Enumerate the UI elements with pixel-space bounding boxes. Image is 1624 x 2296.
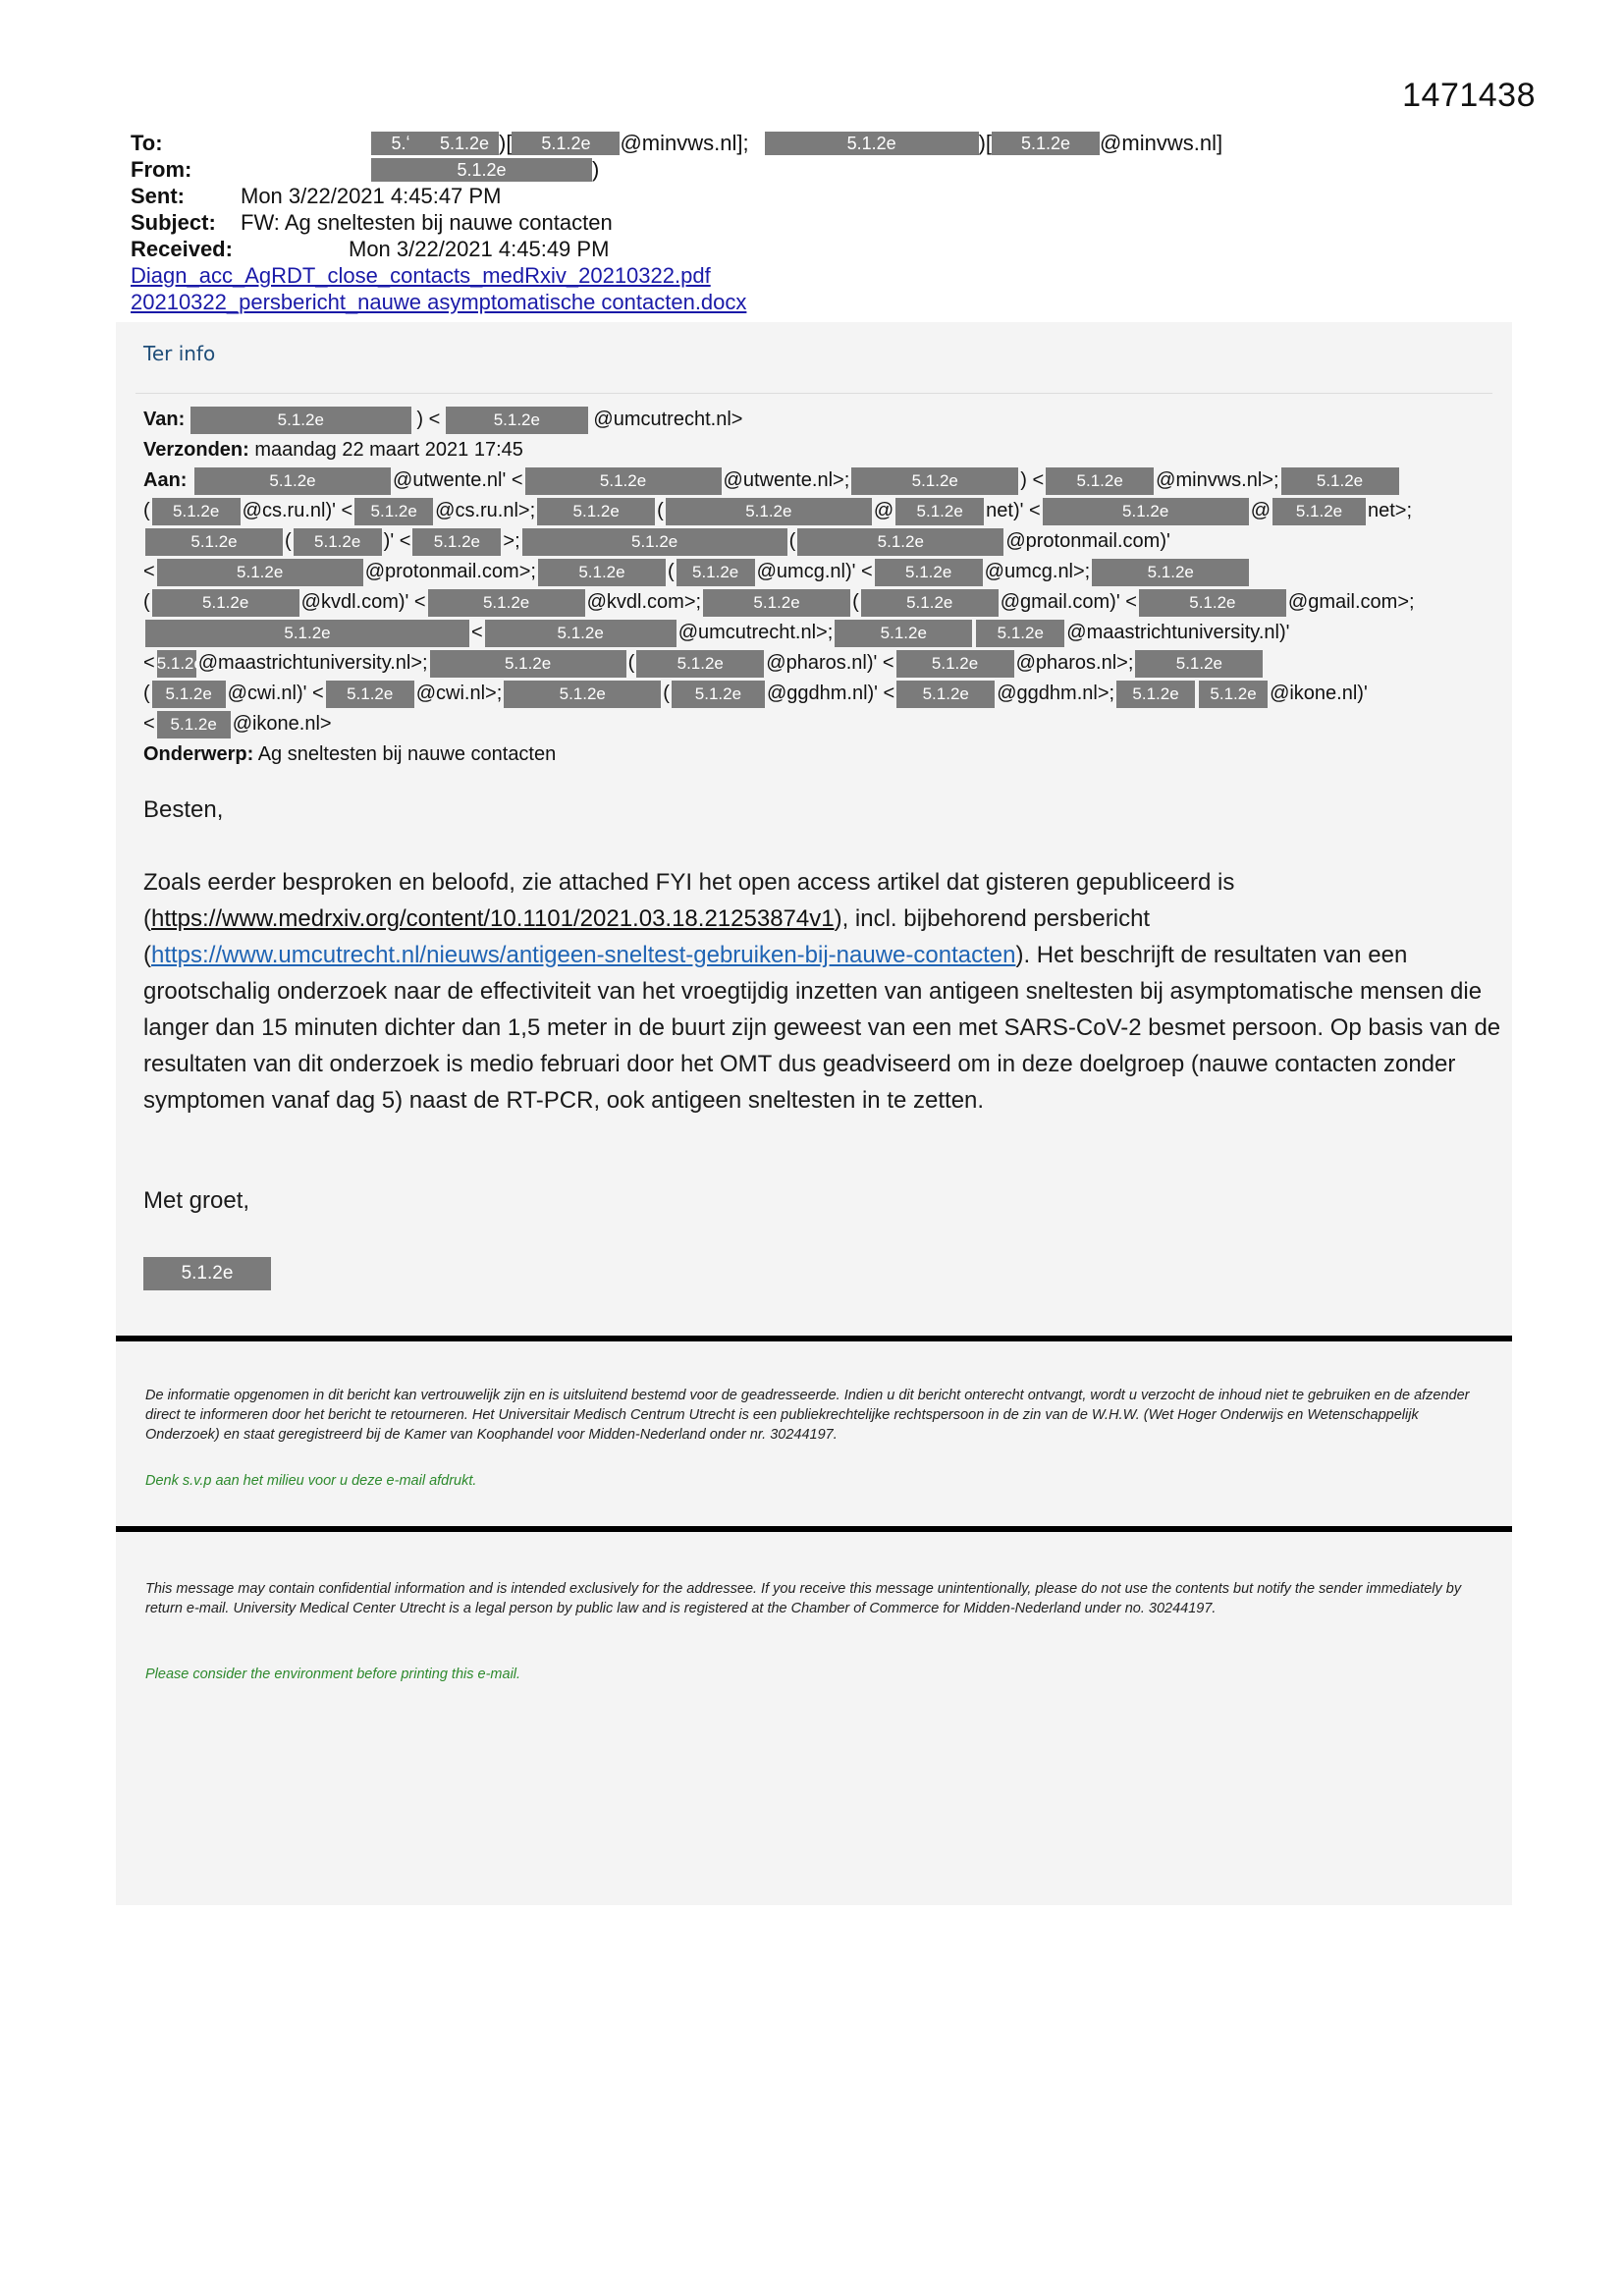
redaction-block: 5.1.2e <box>512 132 620 155</box>
recipient-text: < <box>143 652 155 674</box>
recipient-text: < <box>471 622 483 643</box>
to-domain: @minvws.nl] <box>1100 131 1223 155</box>
recipient-text: ( <box>788 530 796 552</box>
separator-line <box>135 393 1492 394</box>
redaction-block: 5.1.2e <box>992 132 1100 155</box>
redaction-block: 5.1.2e <box>1139 589 1286 617</box>
redaction-block: 5.1.2e <box>1135 650 1263 678</box>
redaction-block: 5.1.2e <box>190 407 411 434</box>
recipient-text: @ikone.nl> <box>232 713 332 735</box>
aan-row <box>143 526 1518 557</box>
milieu-note: Denk s.v.p aan het milieu voor u deze e-mail afdrukt. <box>145 1473 477 1489</box>
subject-row <box>131 209 1222 236</box>
recipient-text: @ikone.nl)' <box>1270 683 1368 704</box>
recipient-text: ( <box>627 652 635 674</box>
redaction-block: 5.1.2e <box>1046 467 1154 495</box>
redaction-block: 5.1.2e <box>1272 498 1366 525</box>
received-value: Mon 3/22/2021 4:45:49 PM <box>349 237 610 261</box>
recipient-text: @utwente.nl>; <box>723 469 850 491</box>
redaction-block: 5.ʻ <box>371 132 430 155</box>
attachment-row <box>131 262 1222 289</box>
redaction-block: 5.1.2e <box>895 498 984 525</box>
recipient-text: @cs.ru.nl>; <box>435 500 536 521</box>
recipient-text: ( <box>143 683 150 704</box>
redaction-block: 5.1.2e <box>677 559 755 586</box>
medrxiv-link[interactable]: https://www.medrxiv.org/content/10.1101/2021.03.18.21253874v1 <box>151 905 835 932</box>
aan-row <box>143 587 1518 618</box>
redaction-block: 5.1.2e <box>430 132 499 155</box>
onderwerp-label: Onderwerp: <box>143 743 254 765</box>
redaction-block: 5.1.2e <box>157 559 363 586</box>
van-domain: @umcutrecht.nl> <box>593 409 743 430</box>
redaction-block: 5.1.2e <box>851 467 1018 495</box>
recipient-text: @umcutrecht.nl>; <box>677 622 834 643</box>
redaction-block: 5.1.2e <box>446 407 588 434</box>
redaction-block: 5.1.2e <box>666 498 872 525</box>
signature-redaction: 5.1.2e <box>143 1257 271 1290</box>
recipient-text: < <box>143 561 155 582</box>
redaction-block: 5.1.2e <box>145 528 283 556</box>
redaction-block: 5.1.2e <box>636 650 764 678</box>
recipient-text: ( <box>143 591 150 613</box>
from-row: From: 5.1.2e ) <box>131 157 600 182</box>
sent-row <box>131 183 1222 209</box>
aan-row <box>143 679 1518 709</box>
redaction-block: 5.1.2e <box>875 559 983 586</box>
document-id: 1471438 <box>1402 77 1536 114</box>
redaction-block: 5.1.2e <box>525 467 722 495</box>
email-header <box>131 130 1222 315</box>
redaction-block: 5.1.2e <box>152 681 226 708</box>
redaction-block: 5.1.2e <box>294 528 382 556</box>
recipient-text: ( <box>852 591 859 613</box>
disclaimer-nl: De informatie opgenomen in dit bericht kan vertrouwelijk zijn en is uitsluitend bestemd voor de geadresseerde. Indien u dit bericht onterecht ontvangt, wordt u verzocht de inhoud niet te gebruiken en de afzender direct te informeren door het bericht te retourneren. Het Universitair Medisch Centrum Utrecht is een publiekrechtelijke rechtspersoon in de zin van de W.H.W. (Wet Hoger Onderwijs en Wetenschappelijk Onderzoek) en staat geregistreerd bij de Kamer van Koophandel voor Midden-Nederland onder nr. 30244197. <box>145 1388 1470 1443</box>
recipient-text: @cs.ru.nl)' < <box>242 500 353 521</box>
redaction-block: 5.1.2e <box>326 681 414 708</box>
onderwerp-value: Ag sneltesten bij nauwe contacten <box>257 743 557 765</box>
verzonden-row <box>143 435 1518 465</box>
to-label: To: <box>131 131 163 155</box>
aan-label: Aan: <box>143 469 188 491</box>
attachment-link-docx[interactable]: 20210322_persbericht_nauwe asymptomatische contacten.docx <box>131 290 747 314</box>
recipient-text: @protonmail.com)' <box>1005 530 1170 552</box>
recipient-text: @ <box>1250 500 1271 521</box>
redaction-block: 5.1.2e <box>157 711 231 738</box>
recipient-text: >; <box>503 530 520 552</box>
redaction-block: 5.1.2e <box>538 559 666 586</box>
forwarded-message <box>116 322 1512 1353</box>
redaction-block: 5.1.2e <box>430 650 626 678</box>
recipient-text: @ggdhm.nl)' < <box>766 683 895 704</box>
redaction-block: 5.1.2e <box>537 498 655 525</box>
recipient-text: @cwi.nl>; <box>415 683 503 704</box>
aan-row <box>143 618 1518 648</box>
redaction-block: 5.1.2e <box>797 528 1003 556</box>
aan-row <box>143 465 1518 496</box>
redaction-block: 5.1.2e <box>152 498 241 525</box>
redaction-block: 5.1.2e <box>145 620 469 647</box>
recipient-text: @umcg.nl>; <box>984 561 1091 582</box>
redaction-block: 5.1.2e <box>157 650 196 678</box>
redaction-block: 5.1.2e <box>428 589 585 617</box>
recipient-text: @umcg.nl)' < <box>756 561 873 582</box>
received-row <box>131 236 1222 262</box>
recipient-text: ( <box>667 561 675 582</box>
onderwerp-row <box>143 739 1518 770</box>
redaction-block: 5.1.2e <box>194 467 391 495</box>
recipient-text: ( <box>663 683 670 704</box>
attachment-row <box>131 289 1222 315</box>
aan-row <box>143 557 1518 587</box>
recipient-text: @kvdl.com>; <box>586 591 702 613</box>
recipient-text: @minvws.nl>; <box>1156 469 1279 491</box>
sent-value: Mon 3/22/2021 4:45:47 PM <box>241 184 502 208</box>
subject-label: Subject: <box>131 210 216 235</box>
redaction-block: 5.1.2e <box>861 589 999 617</box>
redaction-block: 5.1.2e <box>371 158 592 182</box>
recipient-text: @pharos.nl)' < <box>766 652 894 674</box>
aan-row <box>143 709 1518 739</box>
redaction-block: 5.1.2e <box>504 681 661 708</box>
redaction-block: 5.1.2e <box>765 132 979 155</box>
recipient-text: ( <box>143 500 150 521</box>
received-label: Received: <box>131 237 233 261</box>
van-label: Van: <box>143 409 186 430</box>
redaction-block: 5.1.2e <box>672 681 765 708</box>
recipient-text: @gmail.com)' < <box>1000 591 1137 613</box>
recipient-text: @kvdl.com)' < <box>300 591 426 613</box>
forwarded-header <box>143 405 1518 770</box>
ter-info: Ter info <box>143 342 216 365</box>
redaction-block: 5.1.2e <box>703 589 850 617</box>
recipient-text: )' < <box>383 530 411 552</box>
verzonden-label: Verzonden: <box>143 439 249 461</box>
recipient-text: < <box>143 713 155 735</box>
recipient-text: @ <box>873 500 894 521</box>
redaction-block: 5.1.2e <box>1199 681 1268 708</box>
recipient-text: ( <box>285 530 292 552</box>
ter-info-line <box>143 342 1492 365</box>
aan-recipients <box>143 496 1518 739</box>
recipient-text: @ggdhm.nl>; <box>997 683 1115 704</box>
closing: Met groet, <box>143 1187 250 1214</box>
recipient-text: net)' < <box>986 500 1041 521</box>
redaction-block: 5.1.2e <box>1092 559 1249 586</box>
from-label: From: <box>131 157 192 182</box>
aan-row <box>143 648 1518 679</box>
to-row: To: 5.ʻ 5.1.2e )[ 5.1.2e @minvws.nl]; 5.1.2e )[ 5.1.2e @minvws.nl] <box>131 131 1223 155</box>
subject-value: FW: Ag sneltesten bij nauwe contacten <box>241 210 613 235</box>
redaction-block: 5.1.2e <box>1116 681 1195 708</box>
redaction-block: 5.1.2e <box>412 528 501 556</box>
recipient-text: @protonmail.com>; <box>364 561 536 582</box>
redaction-block: 5.1.2e <box>976 620 1064 647</box>
to-domain: @minvws.nl]; <box>620 131 749 155</box>
redaction-block: 5.1.2e <box>835 620 972 647</box>
recipient-text: @pharos.nl>; <box>1015 652 1134 674</box>
redaction-block: 5.1.2e <box>485 620 677 647</box>
recipient-text: @cwi.nl)' < <box>227 683 324 704</box>
umcutrecht-link[interactable]: https://www.umcutrecht.nl/nieuws/antigeen-sneltest-gebruiken-bij-nauwe-contacten <box>151 942 1016 968</box>
recipient-text: @gmail.com>; <box>1287 591 1415 613</box>
attachment-link-pdf[interactable]: Diagn_acc_AgRDT_close_contacts_medRxiv_20210322.pdf <box>131 263 711 288</box>
message-body: Zoals eerder besproken en beloofd, zie attached FYI het open access artikel dat gisteren gepubliceerd is (https://www.medrxiv.org/content/10.1101/2021.03.18.21253874v1), incl. bijbehorend persbericht (https://www.umcutrecht.nl/nieuws/antigeen-sneltest-gebruiken-bij-nauwe-contacten). Het beschrijft de resultaten van een grootschalig onderzoek naar de effectiviteit van het vroegtijdig inzetten van antigeen sneltesten bij asymptomatische mensen die langer dan 15 minuten dichter dan 1,5 meter in de buurt zijn geweest van een met SARS-CoV-2 besmet persoon. Op basis van de resultaten van dit onderzoek is medio februari door het OMT dus geadviseerd om in deze doelgroep (nauwe contacten zonder symptomen vanaf dag 5) naast de RT-PCR, ook antigeen sneltesten in te zetten. <box>143 869 1501 1114</box>
recipient-text: ( <box>657 500 664 521</box>
van-row: Van: 5.1.2e ) < 5.1.2e @umcutrecht.nl> <box>143 405 1518 435</box>
recipient-text: net>; <box>1368 500 1413 521</box>
environment-note: Please consider the environment before printing this e-mail. <box>145 1667 521 1682</box>
verzonden-value: maandag 22 maart 2021 17:45 <box>254 439 523 461</box>
sent-label: Sent: <box>131 184 185 208</box>
redaction-block: 5.1.2e <box>152 589 299 617</box>
redaction-block: 5.1.2e <box>1043 498 1249 525</box>
recipient-text: @maastrichtuniversity.nl)' <box>1066 622 1290 643</box>
recipient-text: @utwente.nl' < <box>393 469 523 491</box>
greeting: Besten, <box>143 796 224 823</box>
recipient-text: ) < <box>1020 469 1045 491</box>
disclaimer-en: This message may contain confidential information and is intended exclusively for the addressee. If you receive this message unintentionally, please do not use the contents but notify the sender immediately by return e-mail. University Medical Center Utrecht is a legal person by public law and is registered at the Chamber of Commerce for Midden-Nederland under no. 30244197. <box>145 1581 1462 1616</box>
aan-row <box>143 496 1518 526</box>
redaction-block: 5.1.2e <box>354 498 433 525</box>
redaction-block: 5.1.2e <box>522 528 787 556</box>
recipient-text: @maastrichtuniversity.nl>; <box>197 652 428 674</box>
redaction-block: 5.1.2e <box>1281 467 1399 495</box>
redaction-block: 5.1.2e <box>896 650 1014 678</box>
redaction-block: 5.1.2e <box>896 681 995 708</box>
